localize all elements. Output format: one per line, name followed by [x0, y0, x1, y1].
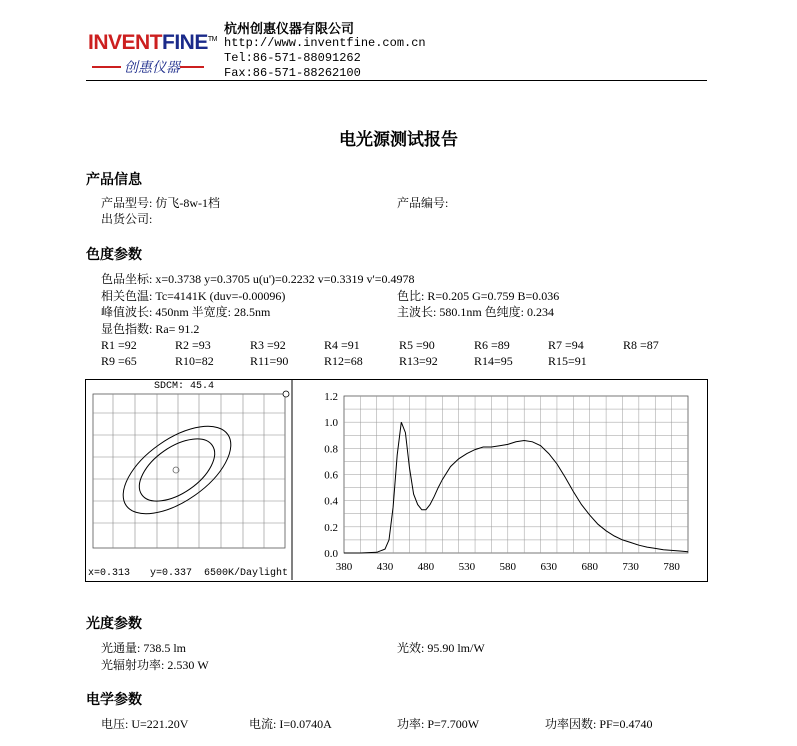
- product-model-label: 产品型号:: [101, 196, 153, 210]
- chroma-standard: 6500K/Daylight: [204, 568, 289, 579]
- y-tick-label: 0.8: [324, 443, 338, 456]
- section-product-info: 产品信息: [86, 172, 142, 188]
- shipping-company: [101, 210, 152, 227]
- y-tick-label: 0.4: [324, 495, 338, 508]
- color-ratio: 色比: R=0.205 G=0.759 B=0.036: [397, 289, 560, 303]
- product-serial: [397, 194, 448, 211]
- product-model-value: 仿飞-8w-1档: [155, 196, 221, 210]
- correlated-color-temp: 相关色温: Tc=4141K (duv=-0.00096): [101, 289, 286, 303]
- color-rendering-index: 显色指数: Ra= 91.2: [101, 322, 200, 336]
- x-tick-label: 380: [335, 561, 353, 573]
- section-electrical: 电学参数: [86, 692, 142, 708]
- dominant-wavelength: 主波长: 580.1nm 色纯度: 0.234: [397, 305, 555, 319]
- x-tick-label: 630: [540, 561, 558, 573]
- cri-value: R13=92: [399, 354, 438, 368]
- power: 功率: P=7.700W: [397, 717, 480, 731]
- cri-value: R11=90: [250, 354, 289, 368]
- y-tick-label: 1.0: [324, 417, 338, 430]
- logo-line-right: [180, 66, 204, 68]
- outer-tolerance-ellipse: [108, 409, 245, 531]
- cri-value: R15=91: [548, 354, 587, 368]
- cri-value: R6 =89: [474, 338, 510, 352]
- logo-tm: TM: [207, 36, 217, 43]
- cri-value: R4 =91: [324, 338, 360, 352]
- company-fax: Fax:86-571-88262100: [224, 66, 361, 80]
- logo-chinese: 创惠仪器: [124, 60, 180, 76]
- shipping-company-label: 出货公司:: [101, 212, 153, 226]
- cri-value: R10=82: [175, 354, 214, 368]
- cri-value: R5 =90: [399, 338, 435, 352]
- header-divider: [86, 80, 707, 81]
- y-tick-label: 0.6: [324, 469, 338, 482]
- cri-value: R1 =92: [101, 338, 137, 352]
- x-tick-label: 580: [499, 561, 517, 573]
- luminous-flux: 光通量: 738.5 lm: [101, 641, 187, 655]
- company-tel: Tel:86-571-88091262: [224, 51, 361, 65]
- spectrum-chart: [300, 380, 704, 578]
- product-model: [101, 194, 220, 211]
- section-color-params: 色度参数: [86, 247, 142, 263]
- cri-value: R2 =93: [175, 338, 211, 352]
- cri-value: R7 =94: [548, 338, 584, 352]
- cri-value: R14=95: [474, 354, 513, 368]
- y-tick-label: 0.0: [324, 548, 338, 560]
- radiant-power: 光辐射功率: 2.530 W: [101, 658, 209, 672]
- x-tick-label: 430: [376, 561, 394, 573]
- product-serial-label: 产品编号:: [397, 196, 449, 210]
- y-tick-label: 0.2: [324, 521, 338, 534]
- chroma-coordinates: 色品坐标: x=0.3738 y=0.3705 u(u')=0.2232 v=0.3319 v'=0.4978: [101, 272, 415, 286]
- chroma-coord-x: x=0.313: [88, 568, 131, 579]
- company-logo: [88, 31, 217, 55]
- peak-wavelength: 峰值波长: 450nm 半宽度: 28.5nm: [101, 305, 271, 319]
- power-factor: 功率因数: PF=0.4740: [545, 717, 653, 731]
- x-tick-label: 680: [581, 561, 598, 573]
- measured-point: [283, 391, 289, 397]
- section-photometric: 光度参数: [86, 616, 142, 632]
- spectrum-y-axis: [324, 391, 338, 560]
- sdcm-label: SDCM: 45.4: [154, 381, 215, 392]
- report-title: 电光源测试报告: [339, 130, 458, 150]
- cri-value: R9 =65: [101, 354, 137, 368]
- cri-row-2: [101, 354, 701, 369]
- chromaticity-plot: [86, 380, 294, 580]
- x-tick-label: 730: [622, 561, 639, 573]
- cri-value: R3 =92: [250, 338, 286, 352]
- logo-brand-red: INVENT: [88, 31, 163, 54]
- current: 电流: I=0.0740A: [249, 717, 332, 731]
- company-name: 杭州创惠仪器有限公司: [224, 22, 355, 37]
- cri-row-1: [101, 338, 701, 353]
- x-tick-label: 480: [417, 561, 435, 573]
- x-tick-label: 780: [663, 561, 680, 573]
- chroma-grid: [93, 394, 285, 548]
- voltage: 电压: U=221.20V: [101, 717, 189, 731]
- cri-value: R8 =87: [623, 338, 659, 352]
- y-tick-label: 1.2: [324, 391, 338, 403]
- spectrum-x-axis: [336, 561, 681, 573]
- inner-tolerance-ellipse: [129, 426, 226, 513]
- company-website: http://www.inventfine.com.cn: [224, 36, 426, 50]
- luminous-efficacy: 光效: 95.90 lm/W: [397, 641, 485, 655]
- logo-brand-blue: FINE: [162, 31, 208, 54]
- cri-value: R12=68: [324, 354, 363, 368]
- chroma-coord-y: y=0.337: [150, 568, 193, 579]
- logo-line-left: [92, 66, 121, 68]
- x-tick-label: 530: [458, 561, 476, 573]
